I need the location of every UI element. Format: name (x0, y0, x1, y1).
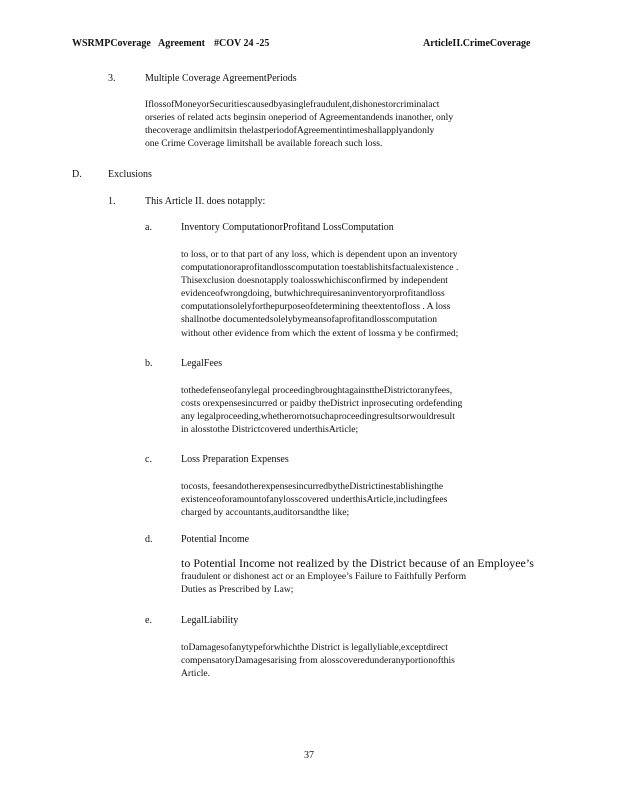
section-3-paragraph (145, 98, 453, 150)
exclusion-c-title: Loss Preparation Expenses (181, 454, 289, 465)
section-3-line: orseries of related acts beginsin oneperiod of Agreementandends inanother, only (145, 112, 454, 124)
exclusion-b-paragraph (181, 384, 462, 436)
exclusion-a-paragraph (181, 248, 458, 340)
exclusion-a-line: without other evidence from which the extent of lossma y be confirmed; (181, 327, 459, 339)
exclusion-c-line: tocosts, feesandotherexpensesincurredbytheDistrictinestablishingthe (181, 481, 444, 492)
exclusion-a-line: computationoraprofitandlosscomputation toestablishitsfactualexistence . (181, 262, 459, 274)
exclusion-d-letter: d. (145, 534, 153, 545)
exclusion-c-letter: c. (145, 454, 152, 465)
header-coverage: WSRMPCoverage (72, 38, 151, 49)
item-1-number: 1. (108, 196, 116, 207)
exclusion-c-line: existenceoforamountofanylosscovered underthisArticle,includingfees (181, 494, 448, 506)
exclusion-b-line: any legalproceeding,whetherornotsuchaproceedingresultsorwouldresult (181, 411, 455, 423)
exclusion-d-line: to Potential Income not realized by the District because of an Employee’s (181, 556, 534, 570)
exclusion-c-line: charged by accountants,auditorsandthe like; (181, 507, 350, 519)
exclusion-a-title: Inventory ComputationorProfitand LossComputation (181, 222, 394, 233)
section-3-line: thecoverage andlimitsin thelastperiodofAgreementintimeshallapplyandonly (145, 125, 435, 137)
exclusion-b-line: in alosstothe Districtcovered underthisArticle; (181, 424, 359, 436)
exclusion-a-line: to loss, or to that part of any loss, which is dependent upon an inventory (181, 249, 458, 260)
exclusion-a-line: shallnotbe documentedsolelybymeansofaprofitandlosscomputation (181, 314, 438, 326)
section-3-number: 3. (108, 73, 116, 84)
exclusion-d-paragraph (181, 557, 534, 596)
exclusion-e-letter: e. (145, 615, 152, 626)
exclusion-b-letter: b. (145, 358, 153, 369)
page-number: 37 (304, 750, 314, 761)
exclusion-d-line: Duties as Prescribed by Law; (181, 584, 294, 596)
exclusion-a-line: Thisexclusion doesnotapply toalosswhichisconfirmed by independent (181, 275, 448, 287)
exclusion-e-title: LegalLiability (181, 615, 239, 626)
exclusion-a-line: computationsolelyforthepurposeofdetermining theextentofloss . A loss (181, 301, 451, 313)
exclusion-a-line: evidenceofwrongdoing, butwhichrequiresaninventoryorprofitandloss (181, 288, 445, 300)
section-d-title: Exclusions (108, 169, 152, 180)
section-3-title: Multiple Coverage AgreementPeriods (145, 73, 297, 84)
item-1-title: This Article II. does notapply: (145, 196, 266, 207)
exclusion-a-letter: a. (145, 222, 152, 233)
exclusion-e-line: toDamagesofanytypeforwhichthe District is legallyliable,exceptdirect (181, 642, 448, 653)
exclusion-d-title: Potential Income (181, 534, 250, 545)
exclusion-e-paragraph (181, 641, 455, 680)
section-3-line: IflossofMoneyorSecuritiescausedbyasinglefraudulent,dishonestorcriminalact (145, 99, 440, 110)
exclusion-c-paragraph (181, 480, 447, 519)
exclusion-e-line: compensatoryDamagesarising from alosscoveredunderanyportionofthis (181, 655, 455, 667)
section-3-line: one Crime Coverage limitshall be available foreach such loss. (145, 138, 383, 150)
exclusion-d-line: fraudulent or dishonest act or an Employee’s Failure to Faithfully Perform (181, 571, 467, 583)
section-d-letter: D. (72, 169, 82, 180)
header-cov-number: #COV 24 -25 (214, 38, 270, 49)
header-agreement: Agreement (158, 38, 206, 49)
exclusion-e-line: Article. (181, 668, 211, 680)
exclusion-b-line: costs orexpensesincurred or paidby theDistrict inprosecuting ordefending (181, 398, 463, 410)
header-article: ArticleII.CrimeCoverage (423, 38, 531, 49)
exclusion-b-line: tothedefenseofanylegal proceedingbroughtagainsttheDistrictoranyfees, (181, 385, 453, 396)
exclusion-b-title: LegalFees (181, 358, 223, 369)
